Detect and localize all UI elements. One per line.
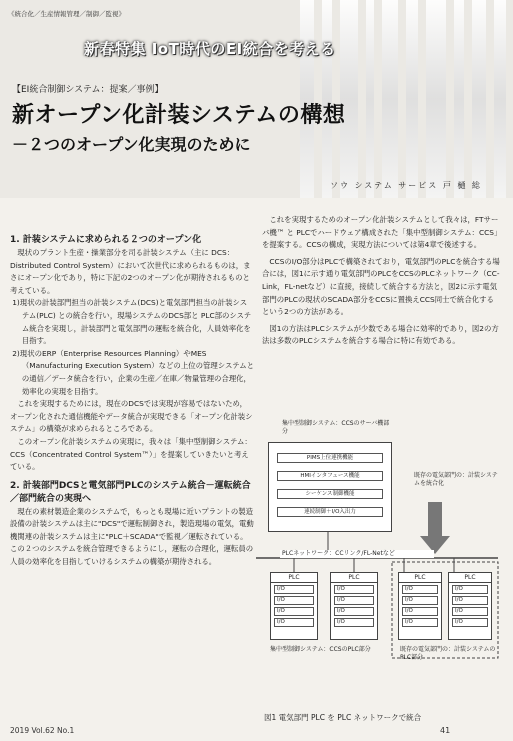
article-category: 【EI統合制御システム：提案／事例】 xyxy=(12,85,164,95)
paragraph: 現状のプラント生産・操業部分を司る計装システム（主に DCS：Distributed Control System）において次世代に求められるものは，まさにオープン化であり，特に下記の2つのオープン化が期待されるものと考えている。 xyxy=(10,248,251,295)
tagline: 《統合化／生産情報管理／制御／監視》 xyxy=(8,10,125,18)
plc-unit: PLC I/O I/O I/O I/O xyxy=(448,572,492,640)
list-item: 2)現状のERP（Enterprise Resources Planning）やMES（Manufacturing Execution System）などの上位の管理システムとの通信／データ統合を行い，企業の生産／在庫／物量管理の合理化，効率化の実現を目指す。 xyxy=(12,348,254,396)
article-title: 新オープン化計装システムの構想 xyxy=(12,103,346,128)
function-bar: シーケンス制御機能 xyxy=(277,489,383,499)
plc-unit: PLC I/O I/O I/O I/O xyxy=(330,572,378,640)
paragraph: これを実現するためには，現在のDCSでは実現が容易ではないため，オープン化された通信機能やデータ統合が実現できる「オープン化計装システム」の構築が求められるところである。 xyxy=(10,399,253,434)
paragraph: このオープン化計装システムの実現に，我々は「集中型制御システム：CCS（Concentrated Control System™）」を提案していきたいと考えている。 xyxy=(10,436,252,472)
section-heading: 1. 計装システムに求められる２つのオープン化 xyxy=(10,235,202,245)
arrow-shaft xyxy=(428,502,442,536)
server-label: 集中型制御システム：CCSのサーバ機部分 xyxy=(282,420,390,435)
function-bar: HMIインタフェース機能 xyxy=(277,471,383,481)
figure-caption: 図1 電気部門 PLC を PLC ネットワークで統合 xyxy=(264,713,422,722)
paragraph: 図1の方法はPLCシステムが少数である場合に効率的であり，図2の方法は多数のPLCシステムを統合する場合に特に有効である。 xyxy=(262,323,499,346)
paragraph: これを実現するためのオープン化計装システムとして我々は，FTサーバ機™ と PLCでハードウェア構成された「集中型制御システム：CCS」を提案する。CCSの構成，実現方法については第4章で後述する。 xyxy=(262,215,499,250)
feature-title: 新春特集 IoT時代のEI統合を考える xyxy=(84,40,336,58)
plc-unit: PLC I/O I/O I/O I/O xyxy=(398,572,442,640)
page-number: 41 xyxy=(440,726,451,735)
function-bar: PIMS上位連携機能 xyxy=(277,453,383,463)
left-column xyxy=(10,228,254,569)
author: ソウ システム サービス 戸 樋 総 xyxy=(330,181,482,190)
network-label: PLCネットワーク：CCリンク/FL-Netなど xyxy=(280,550,434,558)
right-column xyxy=(262,214,500,348)
paragraph: CCSのI/O部分はPLCで構築されており，電気部門のPLCを統合する場合には，図1に示す通り電気部門のPLCをCCSのPLCネットワーク（CC-Link，FL-netなど）に直接，接続して統合する方法と，図2に示す電気部門のPLCの現状のSCADA部分をCCSに置換えCCS同士で統合化するという2つの方法がある。 xyxy=(262,256,500,317)
article-subtitle: －２つのオープン化実現のために xyxy=(12,135,251,154)
function-bar: 連続制御＋I/O入出力 xyxy=(277,507,383,517)
ccs-server-box xyxy=(268,442,392,532)
ccs-plc-label: 集中型制御システム：CCSのPLC部分 xyxy=(270,646,371,653)
plc-unit: PLC I/O I/O I/O I/O xyxy=(270,572,318,640)
existing-system-label: 既存の電気部門の：計装システムを統合化 xyxy=(414,472,498,487)
figure-1-diagram xyxy=(254,420,502,670)
section-heading: 2. 計装部門DCSと電気部門PLCのシステム統合－運転統合／部門統合の実現へ xyxy=(10,480,251,504)
list-item: 1)現状の計装部門担当の計装システム(DCS)と電気部門担当の計装システム(PLC) との統合を行い，現場システムのDCS部と PLC部のシステム統合を実現し，計装部門と電気部門の運転を統合化，人員効率化を目指す。 xyxy=(12,298,252,346)
elec-plc-label: 既存の電気部門の：計装システムのPLC部分 xyxy=(400,646,496,661)
issue-info: 2019 Vol.62 No.1 xyxy=(10,726,75,735)
paragraph: 現在の素材製造企業のシステムで，もっとも現場に近いプラントの製造設備の計装システムは主に"DCS"で運転制御され，製造現場の電気，電動機関連の計装システムは主に"PLC＋SCADA"で監視／運転されている。この２つのシステムを統合管理できるようにし，運転の合理化，運転員の人員の効率化を目指していけるシステムの構築が期待される。 xyxy=(10,506,254,567)
